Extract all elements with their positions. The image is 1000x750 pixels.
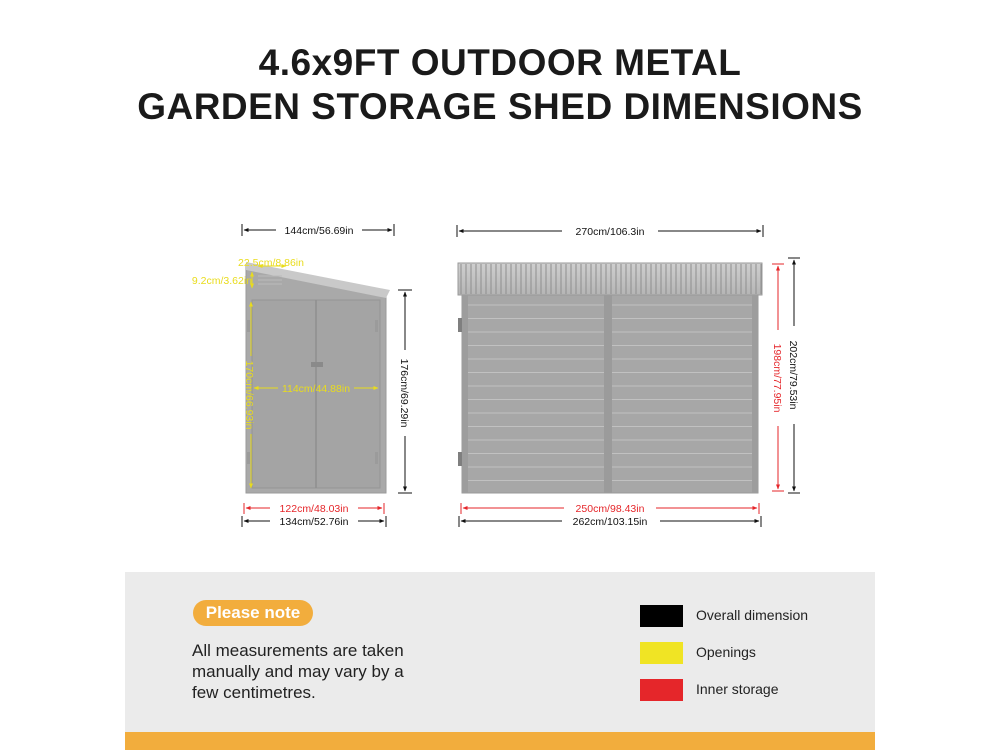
front-height-dimension xyxy=(787,258,800,493)
door-height-label: 170cm/66.93in xyxy=(243,360,255,430)
front-base-width-dimension xyxy=(459,516,761,528)
side-height-dimension xyxy=(398,290,412,493)
side-top-width-label: 144cm/56.69in xyxy=(284,225,354,237)
side-inner-width-dimension xyxy=(244,503,384,515)
front-inner-width-dimension xyxy=(461,503,759,515)
front-base-width-label: 262cm/103.15in xyxy=(572,516,648,528)
vent-height-label: 9.2cm/3.62in xyxy=(191,275,252,287)
side-view-shed xyxy=(246,262,390,493)
note-text: All measurements are taken manually and may vary by a few centimetres. xyxy=(192,641,404,702)
legend-label-inner-storage: Inner storage xyxy=(696,681,779,697)
front-inner-height-dimension xyxy=(771,264,784,491)
front-view-shed xyxy=(458,263,762,493)
vent-width-dimension xyxy=(238,257,304,269)
side-height-label: 176cm/69.29in xyxy=(398,358,410,428)
note-panel xyxy=(125,572,875,732)
side-base-width-label: 134cm/52.76in xyxy=(279,516,349,528)
legend-swatch-openings xyxy=(640,642,683,664)
legend-label-overall: Overall dimension xyxy=(696,607,809,623)
accent-footer-bar xyxy=(125,732,875,750)
front-top-width-dimension xyxy=(457,225,763,238)
front-inner-width-label: 250cm/98.43in xyxy=(575,503,645,515)
page-title-line-2: GARDEN STORAGE SHED DIMENSIONS xyxy=(137,86,863,127)
vent-height-dimension xyxy=(192,272,252,288)
page-title-line-1: 4.6x9FT OUTDOOR METAL xyxy=(258,42,742,83)
side-base-width-dimension xyxy=(242,516,386,528)
front-inner-height-label: 198cm/77.95in xyxy=(771,343,783,413)
door-width-label: 114cm/44.88in xyxy=(281,383,351,395)
front-height-label: 202cm/79.53in xyxy=(787,340,799,410)
vent-width-label: 22.5cm/8.86in xyxy=(238,257,304,269)
legend-label-openings: Openings xyxy=(696,644,756,660)
legend-swatch-inner-storage xyxy=(640,679,683,701)
side-inner-width-label: 122cm/48.03in xyxy=(279,503,349,515)
front-top-width-label: 270cm/106.3in xyxy=(575,226,645,238)
legend-swatch-overall xyxy=(640,605,683,627)
side-top-width-dimension xyxy=(242,224,394,237)
please-note-badge: Please note xyxy=(193,600,313,626)
